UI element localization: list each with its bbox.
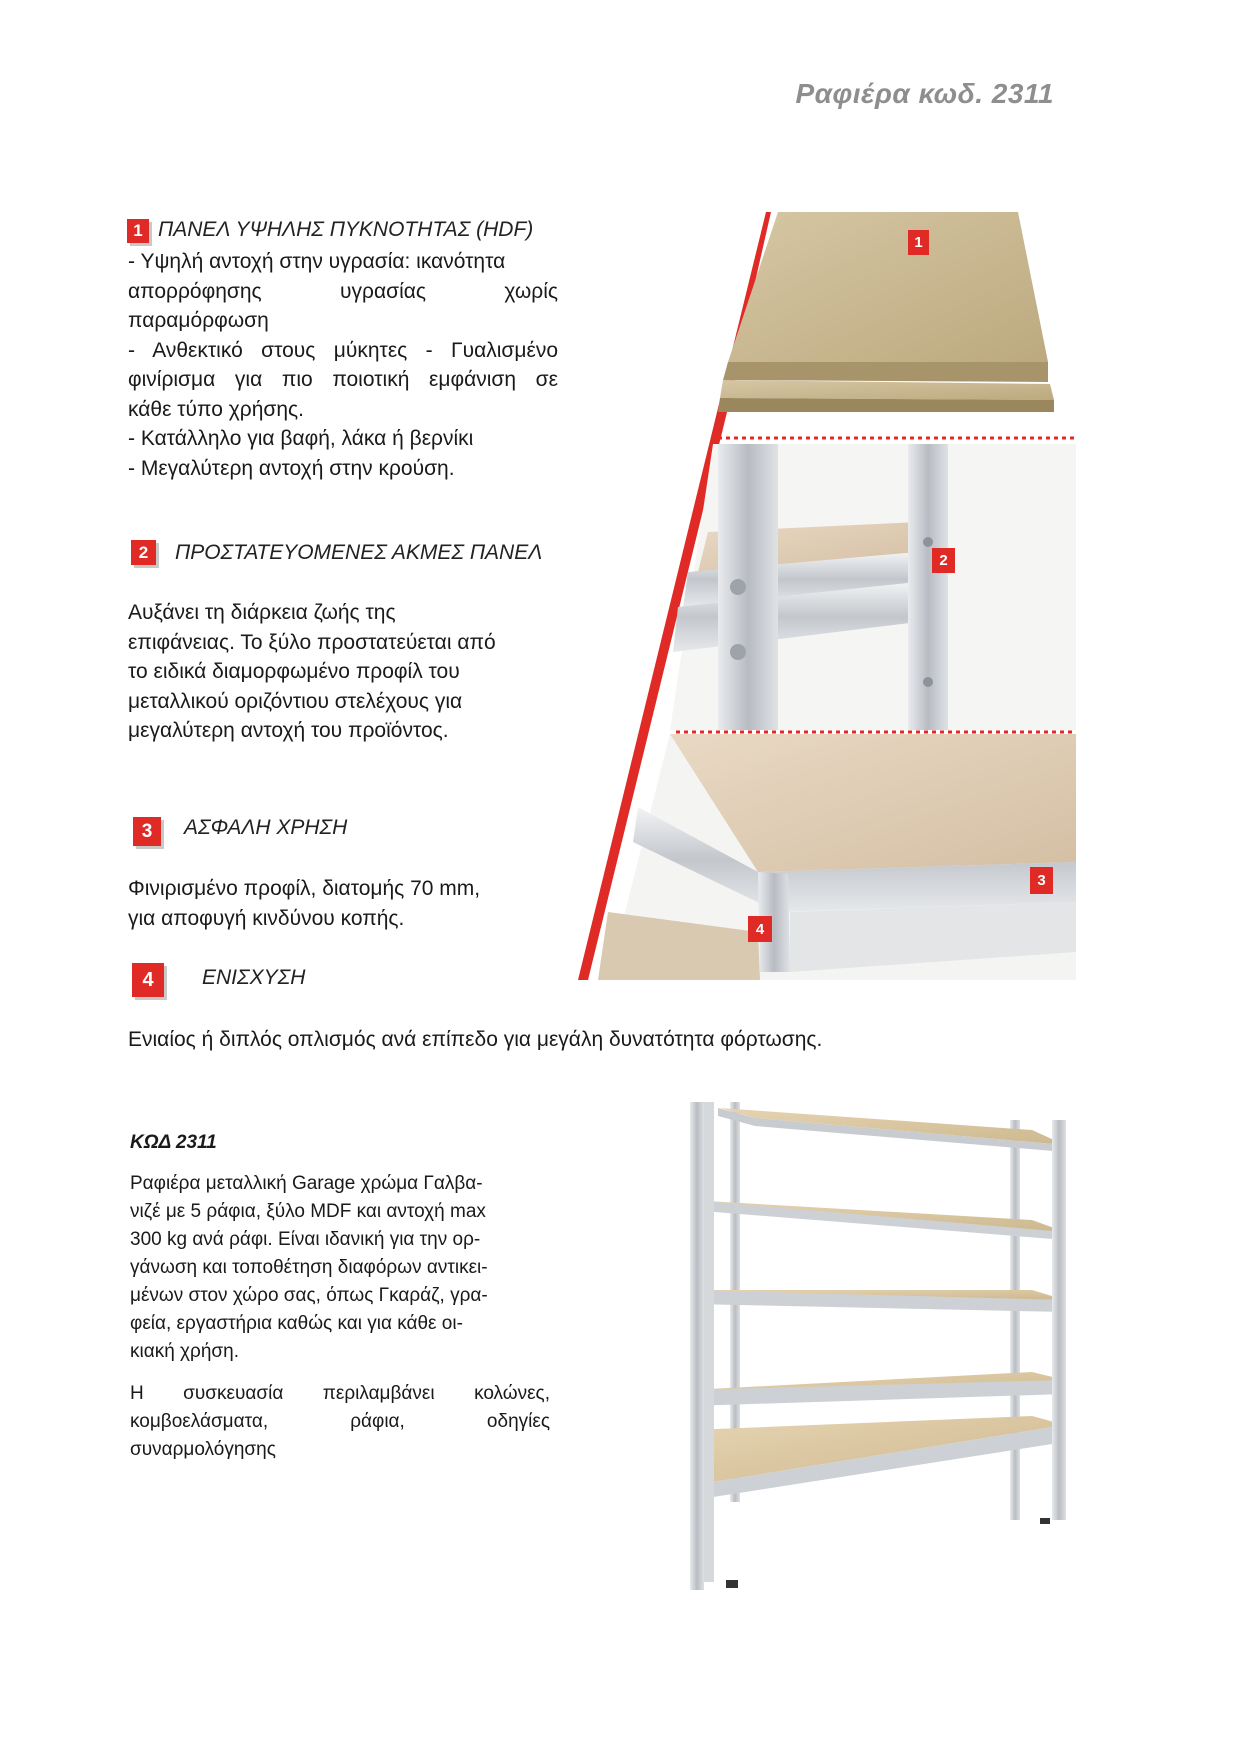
section-1-badge: 1 [127,219,149,243]
section-1-line: κάθε τύπο χρήσης. [128,397,304,421]
photo-label-4: 4 [748,916,772,942]
photo-label-2: 2 [932,548,955,573]
section-1-line: παραμόρφωση [128,309,269,332]
section-1-line: - Μεγαλύτερη αντοχή στην κρούση. [128,456,455,480]
product-description-line: Ραφιέρα μεταλλική Garage χρώμα Γαλβα- [130,1173,483,1194]
product-description-line: μένων στον χώρο σας, όπως Γκαράζ, γρα- [130,1285,488,1306]
package-contents [130,1380,550,1464]
section-2-line: μεταλλικού οριζόντιου στελέχους για [128,689,463,713]
photo-label-1: 1 [908,230,929,255]
detail-photo-illustration [578,212,1076,980]
section-2-heading: ΠΡΟΣΤΑΤΕΥΟΜΕΝΕΣ ΑΚΜΕΣ ΠΑΝΕΛ [175,541,543,564]
package-line: κομβοελάσματα, ράφια, οδηγίες [130,1411,550,1432]
section-3-line: για αποφυγή κινδύνου κοπής. [128,906,405,930]
section-3-heading: ΑΣΦΑΛΗ ΧΡΗΣΗ [184,816,348,839]
section-3-body [128,874,588,933]
section-2-line: Αυξάνει τη διάρκεια ζωής της [128,601,396,624]
package-line: Η συσκευασία περιλαμβάνει κολώνες, [130,1383,550,1404]
section-2-line: μεγαλύτερη αντοχή του προϊόντος. [128,719,449,742]
product-description [130,1170,560,1366]
section-1-heading: ΠΑΝΕΛ ΥΨΗΛΗΣ ΠΥΚΝΟΤΗΤΑΣ (HDF) [158,218,534,241]
section-4-body [128,1025,948,1055]
section-1-line: - Κατάλληλο για βαφή, λάκα ή βερνίκι [128,427,474,450]
product-description-line: νιζέ με 5 ράφια, ξύλο MDF και αντοχή max [130,1201,486,1222]
section-1-line: - Ανθεκτικό στους μύκητες - Γυαλισμένο [128,338,558,362]
package-line: συναρμολόγησης [130,1439,276,1460]
section-3-line: Φινιρισμένο προφίλ, διατομής 70 mm, [128,877,481,900]
section-1-line: - Υψηλή αντοχή στην υγρασία: ικανότητα [128,250,506,273]
shelving-unit-illustration [680,1090,1080,1590]
product-description-line: φεία, εργαστήρια καθώς και για κάθε οι- [130,1313,463,1334]
section-1-line: απορρόφησης υγρασίας χωρίς [128,279,558,303]
section-2-body [128,598,588,746]
section-4-line: Ενιαίος ή διπλός οπλισμός ανά επίπεδο για μεγάλη δυνατότητα φόρτωσης. [128,1028,823,1051]
product-description-line: 300 kg ανά ράφι. Είναι ιδανική για την ορ- [130,1229,481,1250]
detail-photo [578,212,1076,980]
product-description-line: γάνωση και τοποθέτηση διαφόρων αντικει- [130,1257,488,1278]
section-2-badge: 2 [131,540,156,565]
section-4-heading: ΕΝΙΣΧΥΣΗ [202,966,306,989]
product-code-title: ΚΩΔ 2311 [130,1132,217,1153]
protected-edge-illustration [670,444,1076,730]
section-2-line: επιφάνειας. Το ξύλο προστατεύεται από [128,630,496,654]
section-3-badge: 3 [133,817,161,846]
product-description-line: κιακή χρήση. [130,1341,239,1362]
section-4-badge: 4 [132,963,164,997]
mdf-boards-illustration [718,212,1076,412]
section-2-line: το ειδικά διαμορφωμένο προφίλ του [128,660,460,683]
section-1-line: φινίρισμα για πιο ποιοτική εμφάνιση σε [128,368,558,391]
document-title: Ραφιέρα κωδ. 2311 [795,78,1054,109]
shelf-corner-illustration [598,734,1076,980]
photo-label-3: 3 [1030,867,1053,894]
section-1-body [128,247,558,483]
shelving-unit-image [680,1090,1080,1590]
